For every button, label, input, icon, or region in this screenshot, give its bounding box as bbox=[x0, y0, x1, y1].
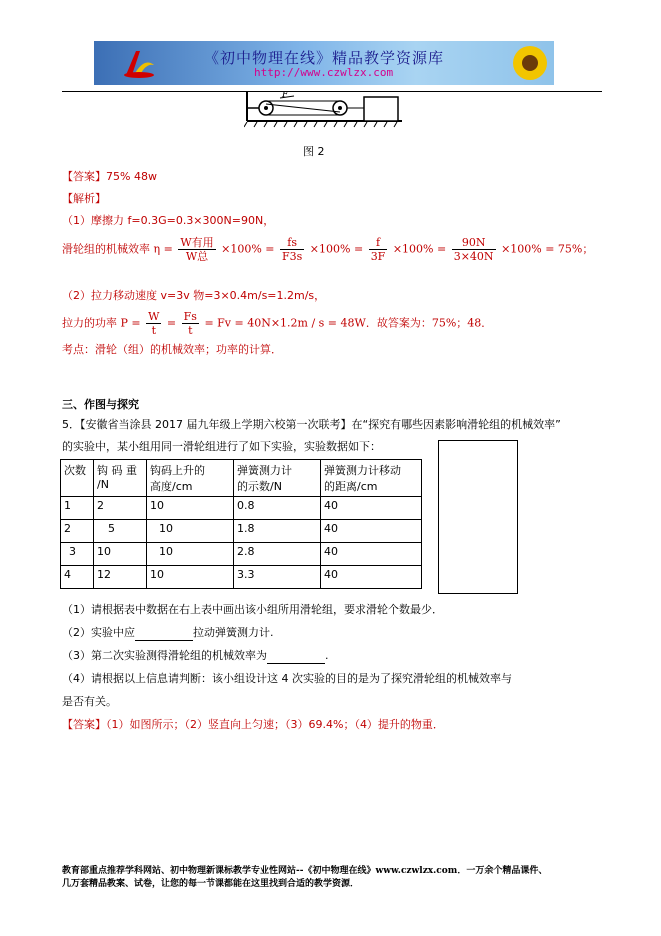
fraction-fs-t: $\frac{Fs}{t}$ bbox=[183, 310, 197, 337]
table-cell: 10 bbox=[147, 543, 234, 566]
banner-url: http://www.czwlzx.com bbox=[254, 66, 394, 79]
table-cell: 4 bbox=[61, 566, 94, 589]
fraction-power: $\frac{W}{t}$ bbox=[148, 310, 160, 337]
analysis-step2: （2）拉力移动速度 v=3v 物=3×0.4m/s=1.2m/s， bbox=[62, 289, 326, 302]
subq-4-line2: 是否有关。 bbox=[62, 695, 117, 708]
table-cell: 2.8 bbox=[234, 543, 321, 566]
kaodian: 考点：滑轮（组）的机械效率；功率的计算． bbox=[62, 343, 282, 356]
q4-answer bbox=[62, 170, 157, 184]
table-cell: 0.8 bbox=[234, 497, 321, 520]
answer-text: 75% 48w bbox=[106, 170, 157, 183]
header-banner bbox=[94, 41, 554, 85]
table-cell: 40 bbox=[321, 566, 422, 589]
answer-text: （1）如图所示；（2）竖直向上匀速；（3）69.4%；（4）提升的物重． bbox=[106, 718, 444, 731]
table-cell: 2 bbox=[61, 520, 94, 543]
q5-line1: 5．【安徽省当涂县 2017 届九年级上学期六校第一次联考】在“探究有哪些因素影响滑轮组的机械效率” bbox=[62, 418, 561, 431]
efficiency-prefix: 滑轮组的机械效率 η = bbox=[62, 242, 173, 256]
table-header-row bbox=[61, 460, 422, 497]
table-row bbox=[61, 497, 422, 520]
header-cell: 弹簧测力计移动 的距离/cm bbox=[321, 460, 422, 497]
drawing-box bbox=[438, 440, 518, 594]
table-cell: 5 bbox=[94, 520, 147, 543]
answer-tag: 【答案】 bbox=[62, 718, 106, 731]
table-row bbox=[61, 520, 422, 543]
power-formula: 拉力的功率 P = $\frac{W}{t}$ = $\frac{Fs}{t}$ = Fv = 40N×1.2m / s = 48W．故答案为：75%；48． bbox=[62, 310, 493, 337]
footer-line2: 几万套精品教案、试卷，让您的每一节课都能在这里找到合适的教学资源． bbox=[62, 879, 360, 889]
header-cell: 弹簧测力计 的示数/N bbox=[234, 460, 321, 497]
fraction-f: $\frac{f}{3F}$ bbox=[370, 236, 386, 263]
table-row bbox=[61, 543, 422, 566]
force-label: F bbox=[282, 91, 289, 100]
subq-2: （2）实验中应 拉动弹簧测力计. bbox=[62, 626, 274, 639]
table-cell: 1.8 bbox=[234, 520, 321, 543]
fraction-numbers: $\frac{90N}{3\times 40N}$ bbox=[453, 236, 494, 263]
header-cell: 钩码上升的 高度/cm bbox=[147, 460, 234, 497]
figure-caption: 图 2 bbox=[303, 145, 325, 158]
answer-tag: 【答案】 bbox=[62, 170, 106, 183]
header-cell: 次数 bbox=[61, 460, 94, 497]
table-cell: 3 bbox=[61, 543, 94, 566]
answer-blank[interactable] bbox=[135, 626, 193, 641]
table-cell: 10 bbox=[147, 566, 234, 589]
table-cell: 40 bbox=[321, 520, 422, 543]
q5-answer bbox=[62, 718, 444, 732]
table-row bbox=[61, 566, 422, 589]
subq-3: （3）第二次实验测得滑轮组的机械效率为 . bbox=[62, 649, 329, 662]
banner-title: 《初中物理在线》精品教学资源库 bbox=[204, 49, 445, 67]
efficiency-formula: 滑轮组的机械效率 η = $\frac{\text{W有用}}{\text{W总}}$ ×100% = $\frac{fs}{F3s}$ ×100% = $\frac{f}{3F}$ ×100% = $\frac{90N}{3\times 40N}$ ×100% = 75%； bbox=[62, 236, 594, 263]
subq-4-line1: （4）请根据以上信息请判断：该小组设计这 4 次实验的目的是为了探究滑轮组的机械效率与 bbox=[62, 672, 512, 685]
analysis-step1: （1）摩擦力 f=0.3G=0.3×300N=90N， bbox=[62, 214, 275, 227]
table-cell: 12 bbox=[94, 566, 147, 589]
table-cell: 40 bbox=[321, 497, 422, 520]
table-cell: 40 bbox=[321, 543, 422, 566]
table-cell: 2 bbox=[94, 497, 147, 520]
data-table bbox=[60, 459, 422, 589]
fraction-fs: $\frac{fs}{F3s}$ bbox=[282, 236, 303, 263]
analysis-tag: 【解析】 bbox=[62, 192, 106, 205]
table-cell: 3.3 bbox=[234, 566, 321, 589]
sunflower-icon bbox=[510, 43, 550, 83]
header-cell: 钩 码 重 /N bbox=[94, 460, 147, 497]
table-cell: 10 bbox=[147, 497, 234, 520]
section-title: 三、作图与探究 bbox=[62, 398, 139, 411]
page-footer bbox=[62, 865, 602, 891]
footer-line1: 教育部重点推荐学科网站、初中物理新课标教学专业性网站--《初中物理在线》www.czwlzx.com．一万余个精品课件、 bbox=[62, 866, 548, 876]
fraction-w: $\frac{\text{W有用}}{\text{W总}}$ bbox=[180, 236, 214, 263]
q5-line2: 的实验中，某小组用同一滑轮组进行了如下实验，实验数据如下： bbox=[62, 440, 381, 453]
site-logo-icon bbox=[122, 47, 156, 79]
table-cell: 10 bbox=[94, 543, 147, 566]
pulley-figure bbox=[244, 91, 404, 129]
table-cell: 10 bbox=[147, 520, 234, 543]
answer-blank[interactable] bbox=[267, 649, 325, 664]
table-cell: 1 bbox=[61, 497, 94, 520]
subq-1: （1）请根据表中数据在右上表中画出该小组所用滑轮组，要求滑轮个数最少． bbox=[62, 603, 443, 616]
